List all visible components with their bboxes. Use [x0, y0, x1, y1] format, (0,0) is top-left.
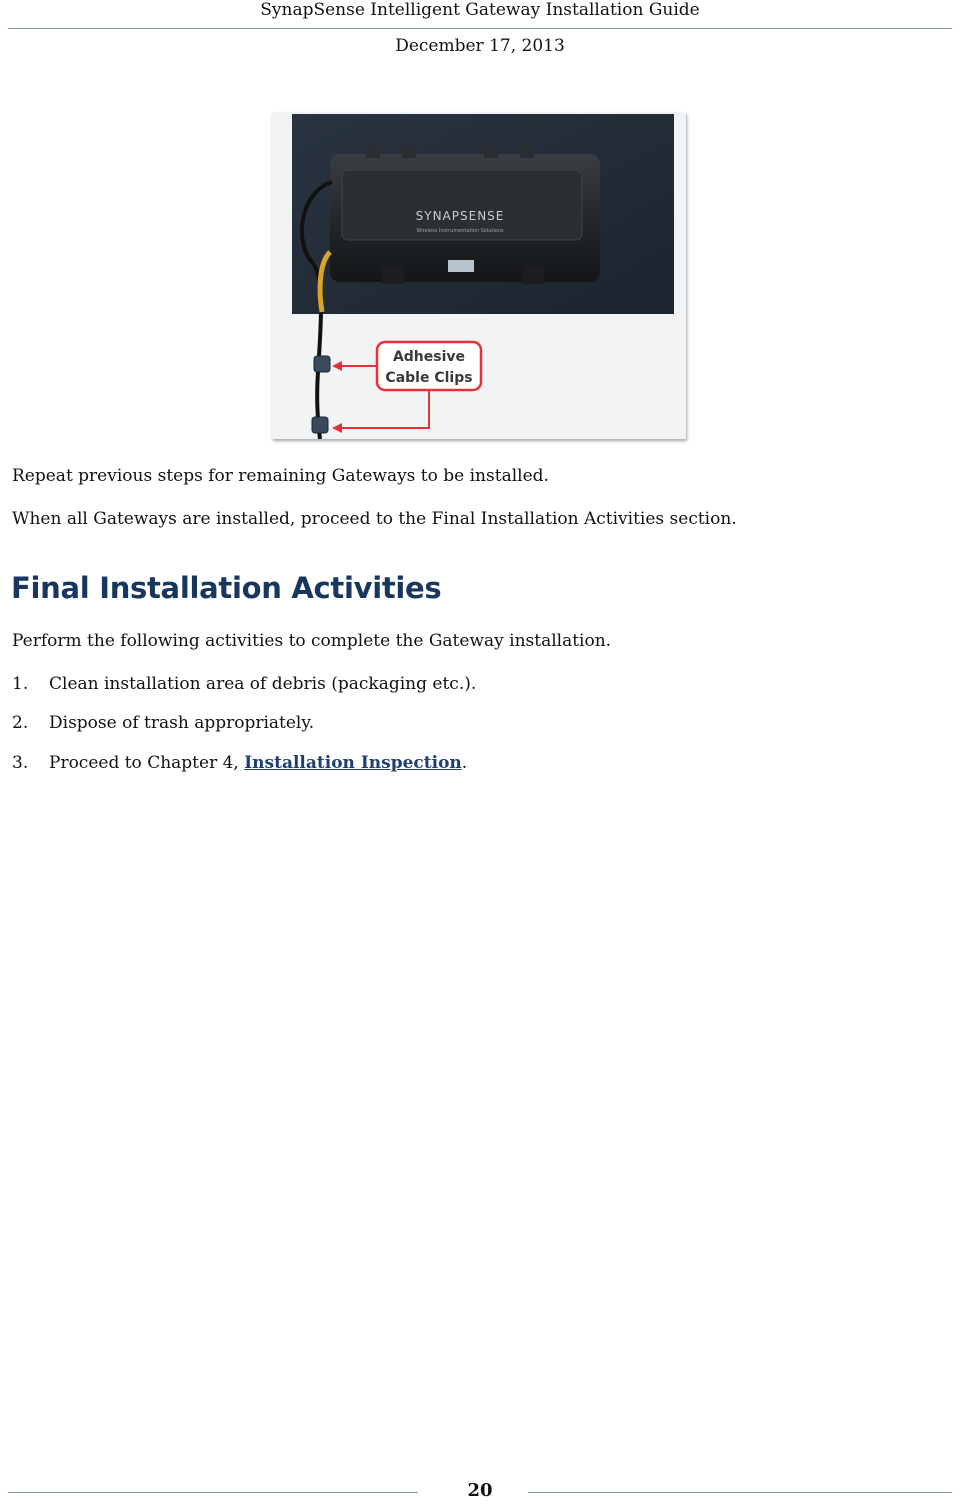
list-item-text: Clean installation area of debris (packaging etc.). — [49, 674, 477, 694]
header-rule — [8, 28, 952, 29]
gateway-device — [330, 146, 600, 284]
proceed-paragraph: When all Gateways are installed, proceed to the Final Installation Activities section. — [12, 509, 737, 529]
gateway-photo-illustration — [272, 112, 686, 439]
callout-line-1: Adhesive — [392, 349, 466, 365]
list-item-number: 3. — [12, 753, 29, 773]
list-item-number: 2. — [12, 713, 29, 733]
list-item — [12, 673, 476, 695]
intro-paragraph: Perform the following activities to complete the Gateway installation. — [12, 631, 612, 651]
footer-rule-right — [528, 1492, 952, 1493]
cable-clip-lower — [312, 417, 328, 433]
installation-inspection-link[interactable]: Installation Inspection — [244, 753, 462, 773]
list-item — [12, 712, 314, 734]
gateway-photo — [272, 112, 686, 439]
device-tagline: Wireless Instrumentation Solutions — [416, 228, 504, 234]
repeat-steps-paragraph: Repeat previous steps for remaining Gateways to be installed. — [12, 466, 549, 486]
cable-clip-upper — [314, 356, 330, 372]
document-date: December 17, 2013 — [395, 36, 565, 56]
list-item-punctuation: . — [461, 753, 468, 773]
footer-rule-left — [8, 1492, 418, 1493]
section-heading: Final Installation Activities — [11, 571, 442, 605]
document-title: SynapSense Intelligent Gateway Installation Guide — [260, 0, 700, 20]
list-item-text: Dispose of trash appropriately. — [49, 713, 315, 733]
list-item — [12, 752, 467, 774]
page-number: 20 — [467, 1480, 493, 1501]
list-item-text: Proceed to Chapter 4, — [49, 753, 245, 773]
list-item-number: 1. — [12, 674, 29, 694]
callout-line-2: Cable Clips — [385, 370, 473, 386]
device-brand-label: SYNAPSENSE — [415, 209, 505, 223]
